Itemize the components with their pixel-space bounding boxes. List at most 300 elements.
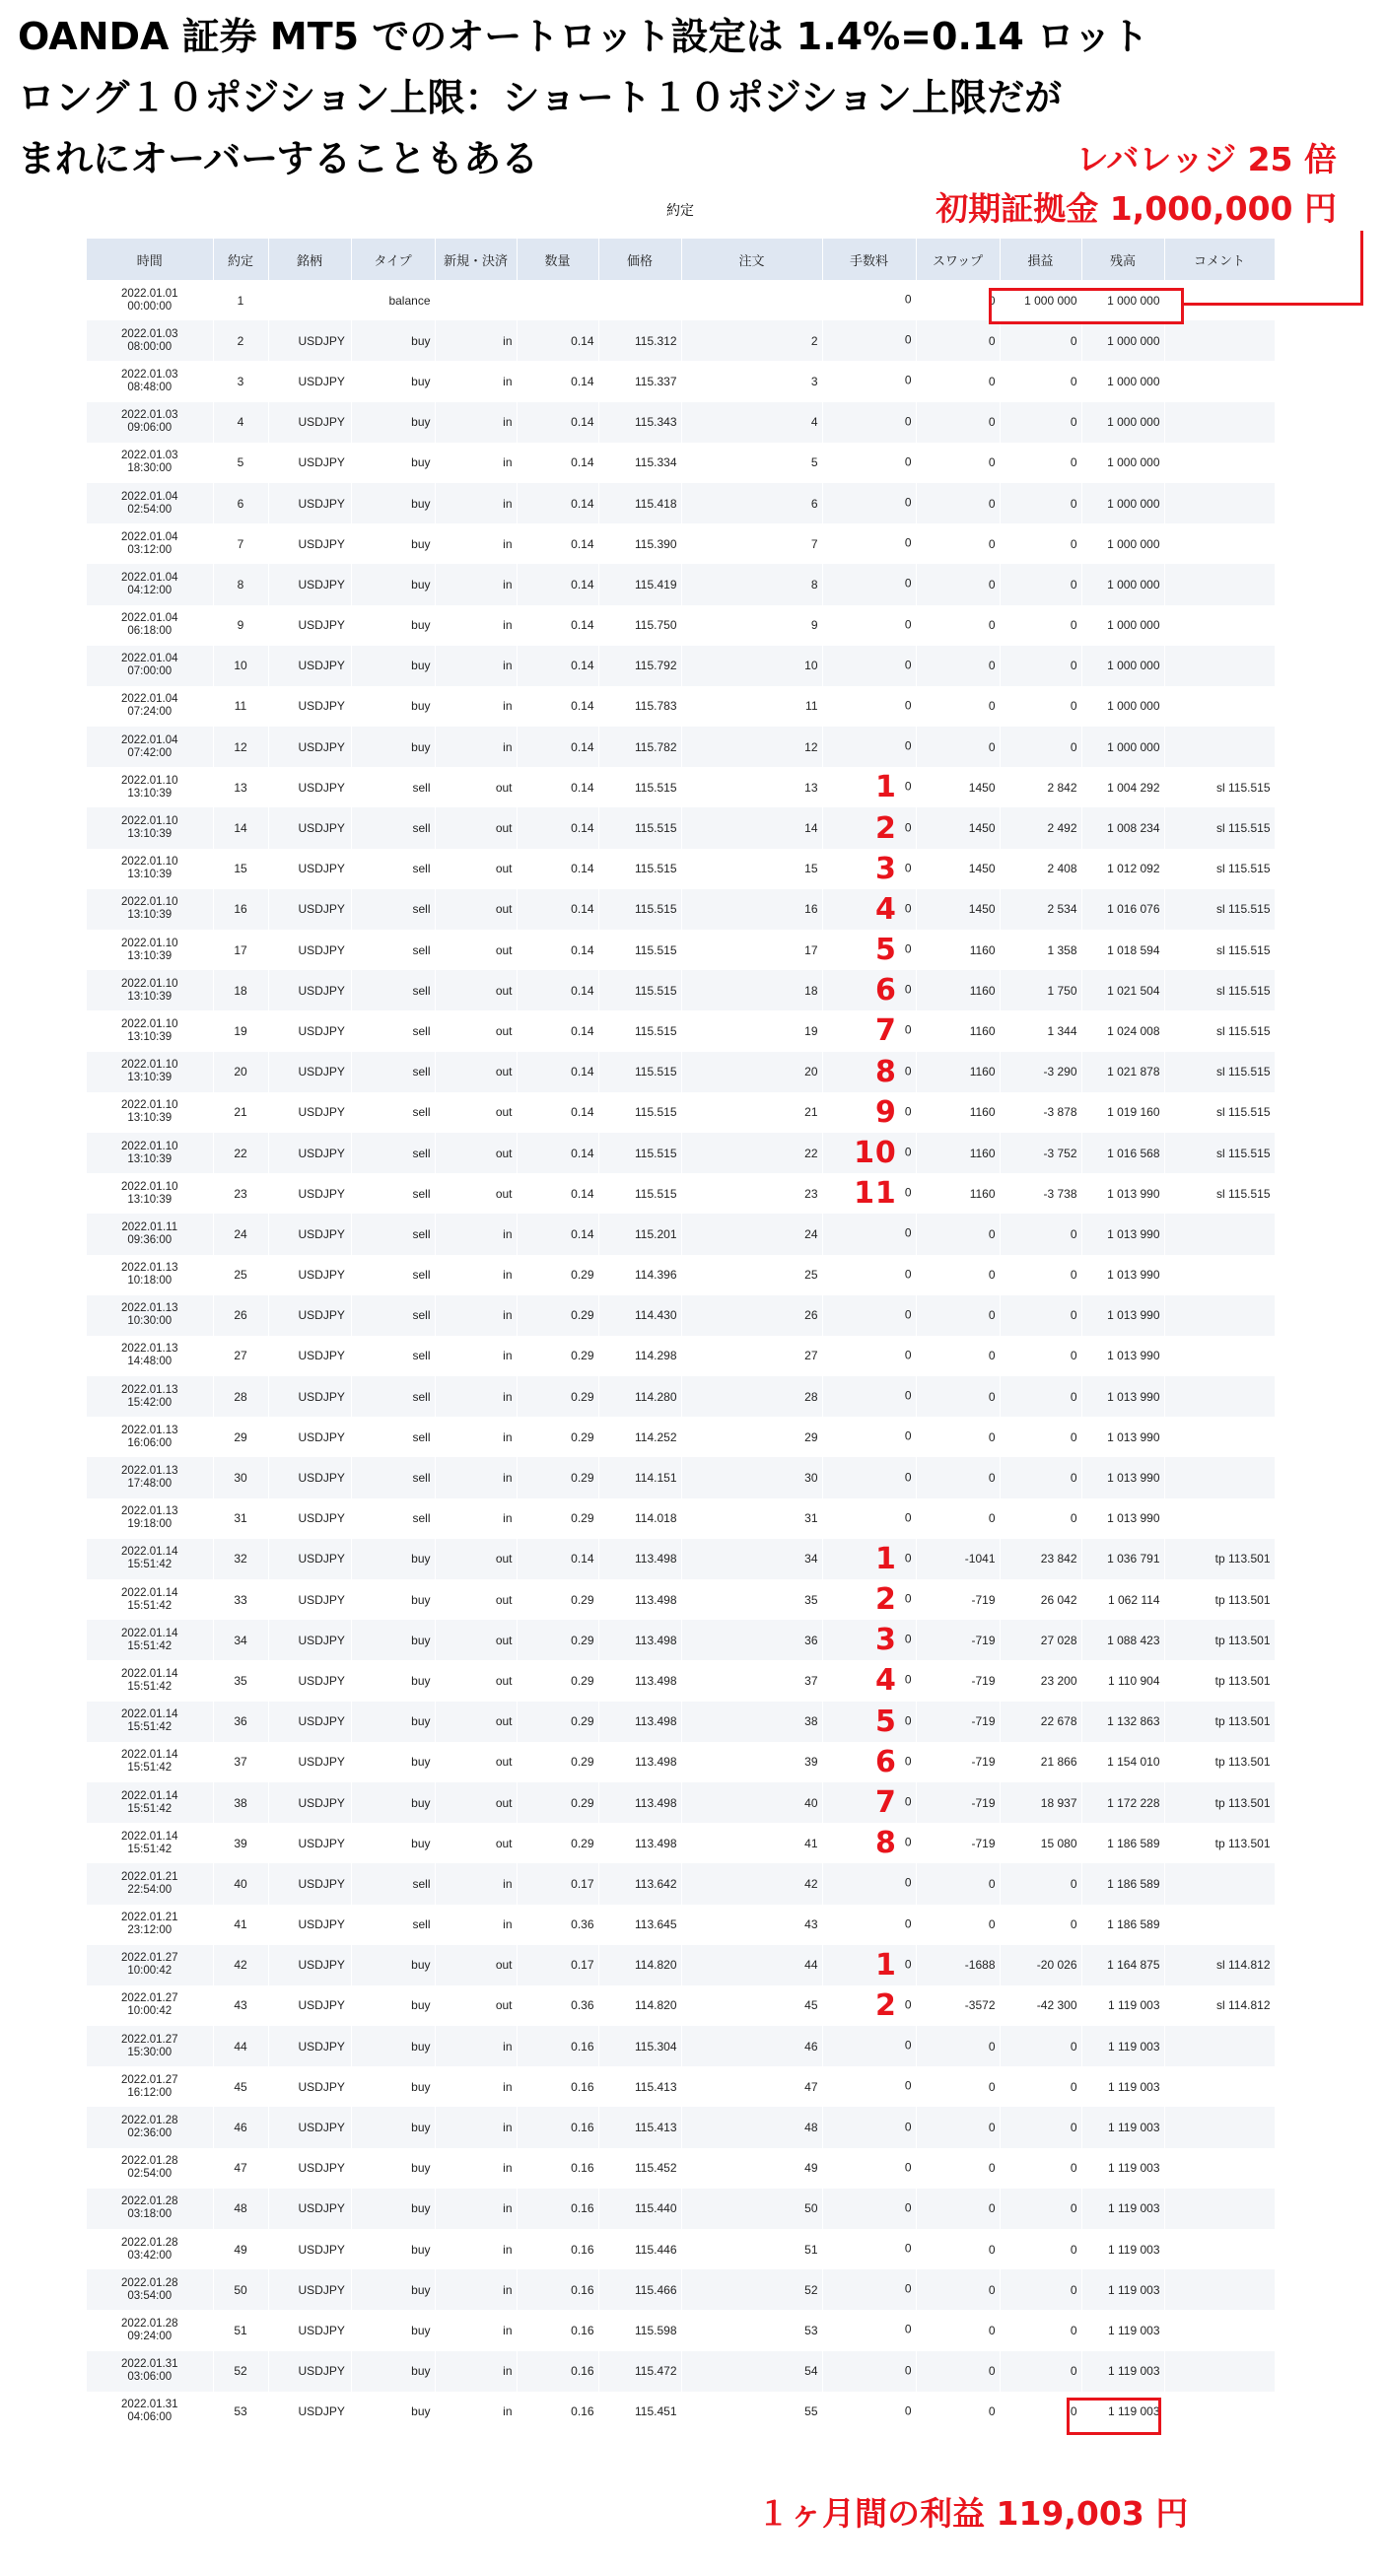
cell-dir: in — [435, 1905, 517, 1945]
cell-bal: 1 013 990 — [1081, 1336, 1164, 1376]
cell-order: 31 — [681, 1498, 822, 1539]
table-row[interactable] — [87, 2107, 1275, 2147]
cell-vol: 0.29 — [517, 1457, 598, 1497]
cell-order: 29 — [681, 1417, 822, 1457]
callout-line-horizontal — [1184, 303, 1363, 306]
commission-value: 0 — [904, 2403, 912, 2418]
cell-price: 115.515 — [598, 1052, 681, 1092]
table-row[interactable] — [87, 686, 1275, 727]
cell-fee — [822, 523, 916, 564]
cell-sym: USDJPY — [268, 646, 351, 686]
table-row[interactable] — [87, 320, 1275, 361]
table-row[interactable] — [87, 605, 1275, 646]
cell-deal: 43 — [213, 1985, 268, 2026]
close-order-marker: 6 — [874, 973, 897, 1009]
cell-time — [87, 767, 213, 807]
cell-type: buy — [351, 1620, 435, 1660]
cell-clock-time: 13:10:39 — [127, 1152, 173, 1165]
cell-time — [87, 1255, 213, 1295]
cell-fee — [822, 1376, 916, 1417]
cell-fee — [822, 1457, 916, 1497]
cell-deal: 47 — [213, 2148, 268, 2189]
table-row[interactable] — [87, 1863, 1275, 1904]
col-header-price[interactable]: 価格 — [598, 239, 681, 280]
cell-order: 22 — [681, 1133, 822, 1173]
cell-price: 115.472 — [598, 2351, 681, 2392]
cell-swap: 0 — [916, 2351, 1000, 2392]
cell-deal: 24 — [213, 1214, 268, 1254]
cell-order: 12 — [681, 727, 822, 767]
cell-sym: USDJPY — [268, 1457, 351, 1497]
table-row[interactable] — [87, 1255, 1275, 1295]
commission-value: 0 — [904, 617, 912, 632]
cell-deal: 11 — [213, 686, 268, 727]
cell-swap: 0 — [916, 1295, 1000, 1336]
cell-date: 2022.01.10 — [120, 937, 178, 949]
table-row[interactable] — [87, 1010, 1275, 1051]
cell-type: sell — [351, 1336, 435, 1376]
cell-date: 2022.01.28 — [120, 2317, 178, 2330]
cell-vol: 0.14 — [517, 686, 598, 727]
cell-date: 2022.01.11 — [121, 1220, 178, 1233]
table-row[interactable] — [87, 523, 1275, 564]
cell-vol: 0.14 — [517, 320, 598, 361]
cell-profit: 2 408 — [1000, 849, 1081, 889]
cell-sym: USDJPY — [268, 2351, 351, 2392]
cell-profit: 18 937 — [1000, 1782, 1081, 1823]
cell-sym: USDJPY — [268, 970, 351, 1010]
cell-date: 2022.01.14 — [120, 1546, 178, 1559]
cell-com — [1164, 320, 1275, 361]
cell-time — [87, 2148, 213, 2189]
cell-swap: 0 — [916, 523, 1000, 564]
close-order-marker: 1 — [874, 1947, 897, 1983]
table-row[interactable] — [87, 930, 1275, 970]
cell-date: 2022.01.13 — [120, 1383, 178, 1396]
cell-price: 115.515 — [598, 1010, 681, 1051]
cell-sym: USDJPY — [268, 2229, 351, 2269]
cell-sym: USDJPY — [268, 727, 351, 767]
cell-dir: out — [435, 970, 517, 1010]
cell-price: 115.515 — [598, 889, 681, 930]
table-row[interactable] — [87, 1539, 1275, 1579]
close-order-marker: 1 — [874, 770, 897, 805]
cell-sym: USDJPY — [268, 2269, 351, 2310]
cell-bal: 1 119 003 — [1081, 2189, 1164, 2229]
cell-sym: USDJPY — [268, 1579, 351, 1620]
cell-swap: 0 — [916, 2310, 1000, 2350]
cell-dir: in — [435, 1457, 517, 1497]
col-header-direction[interactable]: 新規・決済 — [435, 239, 517, 280]
cell-vol: 0.14 — [517, 483, 598, 523]
cell-order: 14 — [681, 807, 822, 848]
cell-time — [87, 280, 213, 320]
cell-vol: 0.16 — [517, 2189, 598, 2229]
cell-fee — [822, 1295, 916, 1336]
cell-dir: out — [435, 767, 517, 807]
table-row[interactable] — [87, 2269, 1275, 2310]
cell-date: 2022.01.13 — [120, 1505, 178, 1518]
cell-deal: 22 — [213, 1133, 268, 1173]
table-row[interactable] — [87, 1579, 1275, 1620]
cell-profit: 23 842 — [1000, 1539, 1081, 1579]
cell-deal: 39 — [213, 1823, 268, 1863]
cell-type: buy — [351, 1579, 435, 1620]
cell-type: buy — [351, 2229, 435, 2269]
cell-bal: 1 013 990 — [1081, 1457, 1164, 1497]
cell-vol: 0.29 — [517, 1336, 598, 1376]
cell-swap: 0 — [916, 646, 1000, 686]
cell-sym: USDJPY — [268, 1010, 351, 1051]
cell-profit: 1 344 — [1000, 1010, 1081, 1051]
cell-fee — [822, 1173, 916, 1214]
cell-type: buy — [351, 320, 435, 361]
cell-dir: in — [435, 2229, 517, 2269]
cell-dir: out — [435, 1823, 517, 1863]
cell-order: 11 — [681, 686, 822, 727]
table-row[interactable] — [87, 1052, 1275, 1092]
cell-bal: 1 154 010 — [1081, 1742, 1164, 1782]
cell-order: 26 — [681, 1295, 822, 1336]
cell-deal: 20 — [213, 1052, 268, 1092]
cell-clock-time: 15:51:42 — [127, 1762, 173, 1775]
commission-value: 0 — [904, 738, 912, 753]
cell-fee — [822, 1255, 916, 1295]
cell-price: 113.498 — [598, 1539, 681, 1579]
table-row[interactable] — [87, 1945, 1275, 1985]
cell-clock-time: 07:00:00 — [127, 665, 173, 678]
cell-date: 2022.01.27 — [120, 2073, 178, 2086]
cell-date: 2022.01.31 — [120, 2399, 178, 2411]
cell-clock-time: 19:18:00 — [127, 1518, 173, 1531]
cell-bal: 1 119 003 — [1081, 2107, 1164, 2147]
table-row[interactable] — [87, 646, 1275, 686]
close-order-marker: 2 — [874, 1582, 897, 1618]
commission-value: 0 — [904, 2323, 912, 2337]
cell-type: sell — [351, 1214, 435, 1254]
commission-value: 0 — [904, 941, 912, 956]
commission-value: 0 — [904, 1348, 912, 1362]
col-header-commission[interactable]: 手数料 — [822, 239, 916, 280]
cell-com — [1164, 1457, 1275, 1497]
table-row[interactable] — [87, 1376, 1275, 1417]
commission-value: 0 — [904, 982, 912, 997]
cell-date: 2022.01.10 — [120, 1180, 178, 1193]
cell-dir: out — [435, 1620, 517, 1660]
table-row[interactable] — [87, 1295, 1275, 1336]
cell-time — [87, 2107, 213, 2147]
table-row[interactable] — [87, 1782, 1275, 1823]
cell-sym: USDJPY — [268, 443, 351, 483]
table-row[interactable] — [87, 1417, 1275, 1457]
cell-swap: -3572 — [916, 1985, 1000, 2026]
cell-time — [87, 402, 213, 443]
table-row[interactable] — [87, 727, 1275, 767]
table-row[interactable] — [87, 1173, 1275, 1214]
cell-sym: USDJPY — [268, 1702, 351, 1742]
table-row[interactable] — [87, 483, 1275, 523]
table-row[interactable] — [87, 1905, 1275, 1945]
cell-order: 40 — [681, 1782, 822, 1823]
cell-fee — [822, 1214, 916, 1254]
cell-profit: 0 — [1000, 361, 1081, 401]
cell-swap: 0 — [916, 320, 1000, 361]
cell-profit: 0 — [1000, 2269, 1081, 2310]
cell-type: buy — [351, 646, 435, 686]
cell-profit: 0 — [1000, 1336, 1081, 1376]
cell-sym: USDJPY — [268, 483, 351, 523]
cell-order: 20 — [681, 1052, 822, 1092]
col-header-time[interactable]: 時間 — [87, 239, 213, 280]
commission-value: 0 — [904, 1551, 912, 1566]
cell-date: 2022.01.10 — [120, 1059, 178, 1072]
table-row[interactable] — [87, 2148, 1275, 2189]
close-order-marker: 7 — [874, 1785, 897, 1821]
cell-profit: 0 — [1000, 523, 1081, 564]
cell-bal: 1 186 589 — [1081, 1863, 1164, 1904]
cell-vol: 0.29 — [517, 1376, 598, 1417]
table-row[interactable] — [87, 1457, 1275, 1497]
cell-order: 35 — [681, 1579, 822, 1620]
cell-time — [87, 1905, 213, 1945]
cell-sym: USDJPY — [268, 889, 351, 930]
cell-fee — [822, 361, 916, 401]
cell-fee — [822, 1498, 916, 1539]
cell-vol: 0.14 — [517, 605, 598, 646]
cell-date: 2022.01.13 — [120, 1465, 178, 1478]
cell-vol: 0.14 — [517, 1052, 598, 1092]
commission-value: 0 — [904, 1064, 912, 1079]
col-header-volume[interactable]: 数量 — [517, 239, 598, 280]
table-row[interactable] — [87, 1133, 1275, 1173]
cell-time — [87, 1457, 213, 1497]
cell-deal: 52 — [213, 2351, 268, 2392]
cell-time — [87, 1985, 213, 2026]
cell-time — [87, 1376, 213, 1417]
cell-order: 37 — [681, 1660, 822, 1701]
commission-value: 0 — [904, 495, 912, 510]
col-header-symbol[interactable]: 銘柄 — [268, 239, 351, 280]
cell-order: 44 — [681, 1945, 822, 1985]
cell-fee — [822, 807, 916, 848]
cell-sym: USDJPY — [268, 1173, 351, 1214]
table-row[interactable] — [87, 2229, 1275, 2269]
cell-order: 10 — [681, 646, 822, 686]
cell-bal: 1 000 000 — [1081, 443, 1164, 483]
table-row[interactable] — [87, 564, 1275, 604]
cell-vol: 0.14 — [517, 970, 598, 1010]
cell-type: buy — [351, 443, 435, 483]
cell-sym: USDJPY — [268, 1417, 351, 1457]
table-row[interactable] — [87, 2066, 1275, 2107]
table-row[interactable] — [87, 807, 1275, 848]
table-row[interactable] — [87, 1660, 1275, 1701]
cell-com — [1164, 2229, 1275, 2269]
cell-bal: 1 119 003 — [1081, 1985, 1164, 2026]
cell-time — [87, 1092, 213, 1133]
cell-time — [87, 1863, 213, 1904]
cell-swap: -719 — [916, 1742, 1000, 1782]
col-header-type[interactable]: タイプ — [351, 239, 435, 280]
commission-value: 0 — [904, 1145, 912, 1159]
table-row[interactable] — [87, 2026, 1275, 2066]
col-header-swap[interactable]: スワップ — [916, 239, 1000, 280]
cell-type: buy — [351, 402, 435, 443]
cell-vol: 0.29 — [517, 1823, 598, 1863]
cell-bal: 1 172 228 — [1081, 1782, 1164, 1823]
cell-fee — [822, 1417, 916, 1457]
col-header-balance[interactable]: 残高 — [1081, 239, 1164, 280]
table-row[interactable] — [87, 1985, 1275, 2026]
table-row[interactable] — [87, 443, 1275, 483]
cell-type: sell — [351, 807, 435, 848]
table-row[interactable] — [87, 1214, 1275, 1254]
table-row[interactable] — [87, 1742, 1275, 1782]
cell-type: buy — [351, 523, 435, 564]
cell-sym: USDJPY — [268, 1376, 351, 1417]
cell-deal: 9 — [213, 605, 268, 646]
cell-date: 2022.01.04 — [120, 612, 178, 625]
table-row[interactable] — [87, 2351, 1275, 2392]
cell-com — [1164, 443, 1275, 483]
cell-profit: 2 492 — [1000, 807, 1081, 848]
cell-date: 2022.01.31 — [120, 2358, 178, 2371]
cell-price: 115.515 — [598, 849, 681, 889]
cell-sym: USDJPY — [268, 1660, 351, 1701]
cell-date: 2022.01.28 — [120, 2276, 178, 2289]
table-row[interactable] — [87, 1336, 1275, 1376]
cell-vol: 0.29 — [517, 1782, 598, 1823]
cell-time — [87, 1702, 213, 1742]
close-order-marker: 8 — [874, 1054, 897, 1089]
cell-order: 51 — [681, 2229, 822, 2269]
table-row[interactable] — [87, 889, 1275, 930]
cell-deal: 10 — [213, 646, 268, 686]
cell-dir: out — [435, 1945, 517, 1985]
cell-dir: in — [435, 605, 517, 646]
cell-fee — [822, 646, 916, 686]
cell-fee — [822, 889, 916, 930]
cell-profit: 1 000 000 — [1000, 280, 1081, 320]
cell-bal: 1 016 076 — [1081, 889, 1164, 930]
cell-com — [1164, 686, 1275, 727]
commission-value: 0 — [904, 1957, 912, 1972]
table-row[interactable] — [87, 767, 1275, 807]
cell-clock-time: 15:51:42 — [127, 1843, 173, 1855]
cell-order: 25 — [681, 1255, 822, 1295]
cell-order: 16 — [681, 889, 822, 930]
cell-deal: 41 — [213, 1905, 268, 1945]
cell-clock-time: 13:10:39 — [127, 1112, 173, 1125]
cell-dir: in — [435, 2189, 517, 2229]
cell-swap: -719 — [916, 1620, 1000, 1660]
cell-deal: 18 — [213, 970, 268, 1010]
table-row[interactable] — [87, 970, 1275, 1010]
cell-order: 24 — [681, 1214, 822, 1254]
cell-fee — [822, 1133, 916, 1173]
col-header-comment[interactable]: コメント — [1164, 239, 1275, 280]
table-row[interactable] — [87, 402, 1275, 443]
col-header-deal[interactable]: 約定 — [213, 239, 268, 280]
table-row[interactable] — [87, 1620, 1275, 1660]
cell-profit: -3 752 — [1000, 1133, 1081, 1173]
table-row[interactable] — [87, 2189, 1275, 2229]
cell-fee — [822, 605, 916, 646]
cell-swap: 0 — [916, 1905, 1000, 1945]
col-header-order[interactable]: 注文 — [681, 239, 822, 280]
table-row[interactable] — [87, 1702, 1275, 1742]
cell-clock-time: 10:18:00 — [127, 1275, 173, 1288]
commission-value: 0 — [904, 2200, 912, 2215]
cell-dir: in — [435, 1863, 517, 1904]
cell-com — [1164, 2107, 1275, 2147]
cell-vol: 0.14 — [517, 1214, 598, 1254]
cell-bal: 1 119 003 — [1081, 2269, 1164, 2310]
cell-profit: 0 — [1000, 443, 1081, 483]
cell-swap: 0 — [916, 361, 1000, 401]
cell-type: sell — [351, 1010, 435, 1051]
cell-fee — [822, 320, 916, 361]
cell-com: tp 113.501 — [1164, 1742, 1275, 1782]
cell-price: 113.498 — [598, 1660, 681, 1701]
cell-com: sl 115.515 — [1164, 970, 1275, 1010]
commission-value: 0 — [904, 2120, 912, 2134]
table-row[interactable] — [87, 1823, 1275, 1863]
cell-vol: 0.29 — [517, 1660, 598, 1701]
cell-swap: 1450 — [916, 807, 1000, 848]
cell-profit: 0 — [1000, 2351, 1081, 2392]
commission-value: 0 — [904, 1632, 912, 1646]
cell-deal: 2 — [213, 320, 268, 361]
cell-sym — [268, 280, 351, 320]
cell-deal: 30 — [213, 1457, 268, 1497]
cell-com — [1164, 2310, 1275, 2350]
cell-bal: 1 013 990 — [1081, 1255, 1164, 1295]
table-row[interactable] — [87, 361, 1275, 401]
cell-price: 115.312 — [598, 320, 681, 361]
table-row[interactable] — [87, 1092, 1275, 1133]
cell-sym: USDJPY — [268, 1498, 351, 1539]
cell-type: sell — [351, 1498, 435, 1539]
cell-com: sl 115.515 — [1164, 1133, 1275, 1173]
cell-clock-time: 15:51:42 — [127, 1559, 173, 1571]
col-header-profit[interactable]: 損益 — [1000, 239, 1081, 280]
cell-price: 115.201 — [598, 1214, 681, 1254]
cell-type: buy — [351, 2066, 435, 2107]
cell-time — [87, 1417, 213, 1457]
cell-date: 2022.01.14 — [120, 1789, 178, 1802]
cell-clock-time: 16:12:00 — [127, 2086, 173, 2099]
cell-price: 115.446 — [598, 2229, 681, 2269]
cell-swap: -719 — [916, 1579, 1000, 1620]
cell-com — [1164, 2148, 1275, 2189]
cell-time — [87, 1295, 213, 1336]
table-row[interactable] — [87, 2310, 1275, 2350]
cell-clock-time: 09:06:00 — [127, 422, 173, 435]
commission-value: 0 — [904, 577, 912, 592]
cell-fee — [822, 1092, 916, 1133]
cell-bal: 1 132 863 — [1081, 1702, 1164, 1742]
table-row[interactable] — [87, 849, 1275, 889]
cell-deal: 14 — [213, 807, 268, 848]
table-row[interactable] — [87, 1498, 1275, 1539]
cell-profit: 27 028 — [1000, 1620, 1081, 1660]
cell-date: 2022.01.14 — [120, 1830, 178, 1843]
cell-date: 2022.01.28 — [120, 2115, 178, 2127]
cell-com — [1164, 483, 1275, 523]
cell-type: sell — [351, 930, 435, 970]
cell-type: sell — [351, 1905, 435, 1945]
